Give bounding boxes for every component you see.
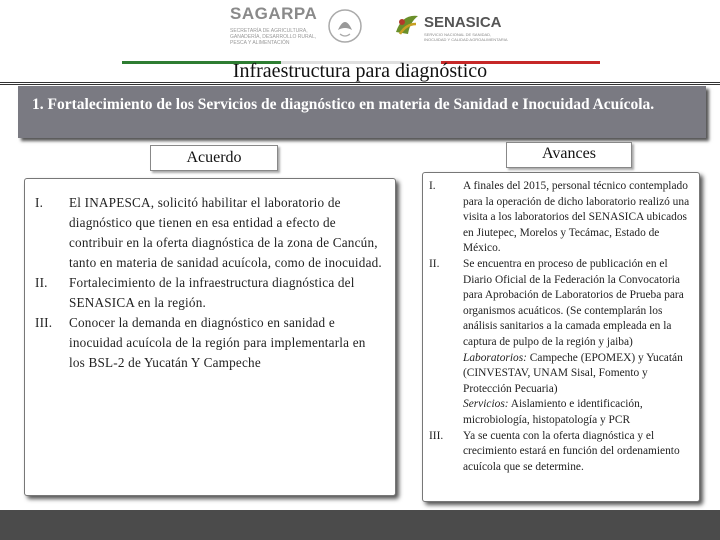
servicios-text: Aislamiento e identificación, microbiología, histopatología y PCR: [463, 398, 643, 426]
sagarpa-name: SAGARPA: [230, 4, 318, 23]
avances-item-number: I.: [429, 180, 436, 192]
laboratorios-label: Laboratorios:: [463, 351, 527, 364]
avances-item-2: [429, 257, 697, 429]
senasica-logo: [390, 6, 530, 46]
acuerdo-item-number: II.: [35, 275, 48, 290]
avances-item-1: [429, 179, 697, 257]
acuerdo-item-text: Fortalecimiento de la infraestructura diagnóstica del SENASICA en la región.: [69, 275, 355, 310]
acuerdo-list: [35, 193, 385, 373]
avances-header: Avances: [506, 142, 632, 168]
acuerdo-item-number: III.: [35, 315, 53, 330]
avances-list: [429, 179, 697, 475]
acuerdo-item-number: I.: [35, 195, 44, 210]
acuerdo-header: Acuerdo: [150, 145, 278, 171]
avances-item-text: A finales del 2015, personal técnico contemplado para la operación de dicho laboratorio realizó una visita a los laboratorios del SENASICA ubicados en Jiutepec, Morelos y Tecámac, Estado de México.: [463, 180, 690, 255]
avances-item-number: II.: [429, 257, 440, 270]
eagle-seal-icon: [328, 6, 362, 46]
acuerdo-panel: [24, 178, 396, 496]
acuerdo-item-text: El INAPESCA, solicitó habilitar el laboratorio de diagnóstico que tienen en esa entidad a efecto de contribuir en la oferta diagnóstica de la zona de Cancún, tanto en materia de sanidad acuícola, como de inocuidad.: [69, 195, 382, 270]
avances-panel: [422, 172, 700, 502]
senasica-mark-icon: [392, 10, 422, 40]
acuerdo-item-1: [35, 193, 385, 273]
section-banner: [18, 86, 706, 138]
section-banner-text: 1. Fortalecimiento de los Servicios de diagnóstico en materia de Sanidad e Inocuidad Acuícola.: [32, 96, 655, 113]
title-divider-top: [0, 82, 720, 83]
acuerdo-item-text: Conocer la demanda en diagnóstico en sanidad e inocuidad acuícola de la región para implementarla en los BSL-2 de Yucatán Y Campeche: [69, 315, 366, 370]
laboratorios-text: Campeche (EPOMEX) y Yucatán (CINVESTAV, UNAM Sisal, Fomento y Protección Pecuaria): [463, 351, 683, 395]
senasica-name: SENASICA: [424, 14, 502, 31]
acuerdo-item-3: [35, 313, 385, 373]
avances-item-body: [463, 257, 697, 429]
sagarpa-subtitle: SECRETARÍA DE AGRICULTURA, GANADERÍA, DESARROLLO RURAL, PESCA Y ALIMENTACIÓN: [230, 28, 317, 46]
avances-item-number: III.: [429, 429, 444, 442]
avances-item-text: Se encuentra en proceso de publicación en el Diario Oficial de la Federación la Convocatoria para Aprobación de Laboratorios de Prueba para organismos acuáticos. (Se contemplarán los análisis sanitarios a la camada empleada en la captura de pulpo de la región y jaiba): [463, 257, 684, 348]
servicios-label: Servicios:: [463, 398, 509, 411]
title-divider-bottom: [0, 84, 720, 85]
page-title: Infraestructura para diagnóstico: [232, 60, 488, 82]
sagarpa-logo: [218, 4, 368, 50]
senasica-subtitle: SERVICIO NACIONAL DE SANIDAD, INOCUIDAD Y CALIDAD AGROALIMENTARIA: [424, 32, 508, 42]
avances-item-3: [429, 429, 697, 476]
acuerdo-item-2: [35, 273, 385, 313]
avances-item-text: Ya se cuenta con la oferta diagnóstica y el crecimiento estará en función del ordenamiento acuícola que se determine.: [463, 429, 680, 473]
footer-bar: [0, 510, 720, 540]
